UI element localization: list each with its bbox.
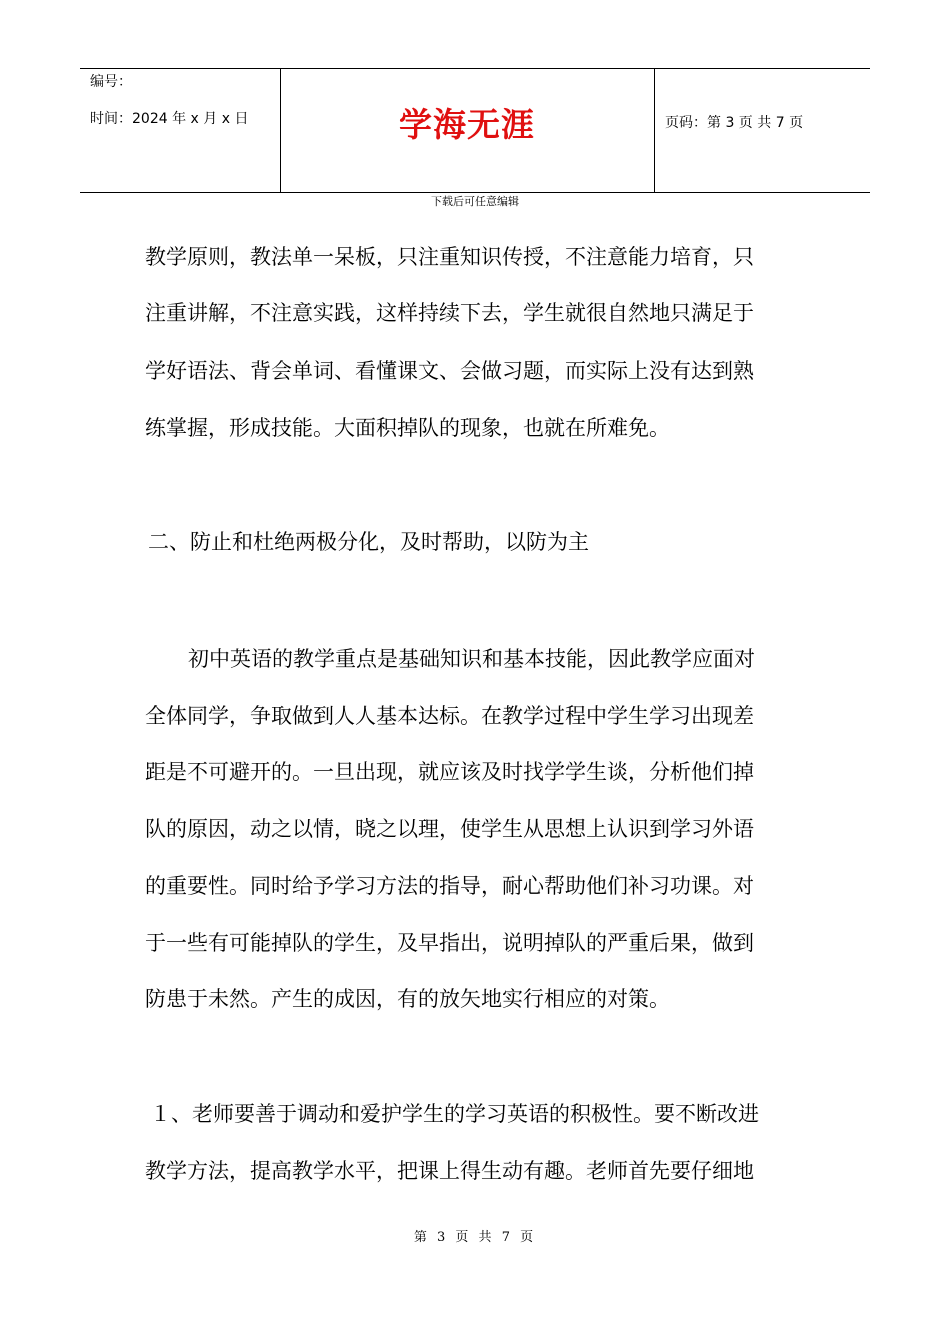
brand-title: 学海无涯	[399, 105, 535, 144]
body-line: 学好语法、背会单词、看懂课文、会做习题，而实际上没有达到熟	[145, 359, 754, 383]
document-number-label: 编号：	[90, 74, 132, 90]
body-line: 注重讲解，不注意实践，这样持续下去，学生就很自然地只满足于	[145, 301, 754, 325]
header-page-label: 页码：第 3 页 共 7 页	[665, 115, 804, 131]
body-line: 距是不可避开的。一旦出现，就应该及时找学学生谈，分析他们掉	[145, 760, 754, 784]
body-line: 防患于未然。产生的成因，有的放矢地实行相应的对策。	[145, 987, 670, 1011]
document-date-label: 时间：2024 年 x 月 x 日	[90, 111, 249, 127]
body-line: １、老师要善于调动和爱护学生的学习英语的积极性。要不断改进	[150, 1102, 759, 1126]
body-line: 教学方法，提高教学水平，把课上得生动有趣。老师首先要仔细地	[145, 1159, 754, 1183]
body-line: 的重要性。同时给予学习方法的指导，耐心帮助他们补习功课。对	[145, 874, 754, 898]
header-table	[80, 68, 870, 193]
page-footer: 第 3 页 共 7 页	[413, 1230, 537, 1245]
body-line: 教学原则，教法单一呆板，只注重知识传授，不注意能力培育，只	[145, 245, 754, 269]
section-heading: 二、防止和杜绝两极分化，及时帮助，以防为主	[148, 530, 589, 554]
download-note: 下载后可任意编辑	[431, 195, 519, 208]
body-line: 练掌握，形成技能。大面积掉队的现象，也就在所难免。	[145, 416, 670, 440]
body-line: 初中英语的教学重点是基础知识和基本技能，因此教学应面对	[188, 647, 755, 671]
body-line: 全体同学，争取做到人人基本达标。在教学过程中学生学习出现差	[145, 704, 754, 728]
header-divider	[654, 69, 655, 193]
body-line: 队的原因，动之以情，晓之以理，使学生从思想上认识到学习外语	[145, 817, 754, 841]
body-line: 于一些有可能掉队的学生，及早指出，说明掉队的严重后果，做到	[145, 931, 754, 955]
